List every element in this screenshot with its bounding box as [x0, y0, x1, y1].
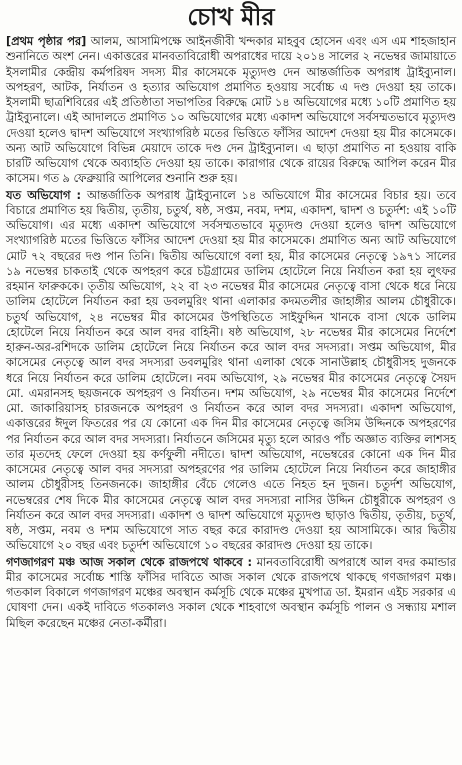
continuation-marker: [প্রথম পৃষ্ঠার পর] — [6, 35, 87, 48]
paragraph-text: আন্তর্জাতিক অপরাধ ট্রাইব্যুনালে ১৪ অভিযোগে মীর কাসেমের বিচার হয়। তবে বিচারে প্রমাণিত হয় দ্বিতীয়, তৃতীয়, চতুর্থ, ষষ্ঠ, সপ্তম, নবম, দশম, একাদশ, দ্বাদশ ও চতুর্দশ: এই ১০টি অভিযোগ। এর মধ্যে একাদশ অভিযোগে সর্বসম্মতভাবে মৃত্যুদণ্ড দেওয়া হলেও দ্বাদশ অভিযোগে সংখ্যাগরিষ্ঠ মতের ভিত্তিতে ফাঁসির আদেশ দেওয়া হয় মীর কাসেমকে। প্রমাণিত অন্য আট অভিযোগে মোট ৭২ বছরের দণ্ড পান তিনি। দ্বিতীয় অভিযোগে বলা হয়, মীর কাসেমের নেতৃত্বে ১৯৭১ সালের ১৯ নভেম্বর চাকতাই থেকে অপহরণ করে চট্টগ্রামের ডালিম হোটেলে নিয়ে নির্যাতন করা হয় লুৎফর রহমান ফারুককে। তৃতীয় অভিযোগ, ২২ বা ২৩ নভেম্বর মীর কাসেমের নেতৃত্বে বাসা থেকে ধরে নিয়ে ডালিম হোটেলে নির্যাতন করা হয় ডবলমুরিং থানা এলাকার কদমতলীর জাহাঙ্গীর আলম চৌধুরীকে। চতুর্থ অভিযোগ, ২৪ নভেম্বর মীর কাসেমের উপস্থিতিতে সাইফুদ্দিন খানকে বাসা থেকে ডালিম হোটেলে নিয়ে নির্যাতন করে আল বদর বাহিনী। ষষ্ঠ অভিযোগ, ২৮ নভেম্বর মীর কাসেমের নির্দেশে হারুন-অর-রশিদকে ডালিম হোটেলে নিয়ে নির্যাতন করে আল বদর সদস্যরা। সপ্তম অভিযোগ, মীর কাসেমের নেতৃত্বে আল বদর সদস্যরা ডবলমুরিং থানা এলাকা থেকে সানাউল্লাহ চৌধুরীসহ দুজনকে ধরে নিয়ে নির্যাতন করে ডালিম হোটেলে। নবম অভিযোগ, ২৯ নভেম্বর মীর কাসেমের নেতৃত্বে সৈয়দ মো. এমরানসহ ছয়জনকে অপহরণ ও নির্যাতন। দশম অভিযোগ, ২৯ নভেম্বর মীর কাসেমের নির্দেশে মো. জাকারিয়াসহ চারজনকে অপহরণ ও নির্যাতন করে আল বদর সদস্যরা। একাদশ অভিযোগ, একাত্তরের ঈদুল ফিতরের পর যে কোনো এক দিন মীর কাসেমের নেতৃত্বে জসিম উদ্দিনকে অপহরণের পর নির্যাতন করে আল বদর সদস্যরা। নির্যাতনে জসিমের মৃত্যু হলে আরও পাঁচ অজ্ঞাত ব্যক্তির লাশসহ তার মৃতদেহ ফেলে দেওয়া হয় কর্ণফুলী নদীতে। দ্বাদশ অভিযোগ, নভেম্বরের কোনো এক দিন মীর কাসেমের নেতৃত্বে আল বদর সদস্যরা অপহরণের পর ডালিম হোটেলে নিয়ে নির্যাতন করে জাহাঙ্গীর আলম চৌধুরীসহ তিনজনকে। জাহাঙ্গীর বেঁচে গেলেও এতে নিহত হন দুজন। চতুর্দশ অভিযোগ, নভেম্বরের শেষ দিকে মীর কাসেমের নেতৃত্বে আল বদর সদস্যরা নাসির উদ্দিন চৌধুরীকে অপহরণ ও নির্যাতন করে আল বদর সদস্যরা। একাদশ ও দ্বাদশ অভিযোগে মৃত্যুদণ্ড ছাড়াও দ্বিতীয়, তৃতীয়, চতুর্থ, ষষ্ঠ, সপ্তম, নবম ও দশম অভিযোগে সাত বছর করে কারাদণ্ড দেওয়া হয় আসামিকে। আর দ্বিতীয় অভিযোগে ২০ বছর এবং চতুর্দশ অভিযোগে ১০ বছরের কারাদণ্ড দেওয়া হয় তাকে। — [6, 188, 456, 553]
subheading-charges: যত অভিযোগ : — [6, 188, 82, 202]
paragraph-verdict-background — [6, 34, 456, 187]
subheading-gonojagoron: গণজাগরণ মঞ্চ আজ সকাল থেকে রাজপথে থাকবে : — [6, 555, 253, 569]
paragraph-charges — [6, 188, 456, 554]
paragraph-text: মানবতাবিরোধী অপরাধে আল বদর কমান্ডার মীর কাসেমের সর্বোচ্চ শাস্তি ফাঁসির দাবিতে আজ সকাল থেকে রাজপথে থাকছে গণজাগরণ মঞ্চ। গতকাল বিকালে গণজাগরণ মঞ্চের অবস্থান কর্মসূচি থেকে মঞ্চের মুখপাত্র ডা. ইমরান এইচ সরকার এ ঘোষণা দেন। একই দাবিতে গতকালও সকাল থেকে শাহবাগে অবস্থান কর্মসূচি পালন ও সন্ধ্যায় মশাল মিছিল করেছেন মঞ্চের নেতা-কর্মীরা। — [6, 555, 456, 630]
paragraph-text: আলম, আসামিপক্ষে আইনজীবী খন্দকার মাহবুব হোসেন এবং এস এম শাহজাহান শুনানিতে অংশ নেন। একাত্তরের মানবতাবিরোধী অপরাধের দায়ে ২০১৪ সালের ২ নভেম্বর জামায়াতে ইসলামীর কেন্দ্রীয় কর্মপরিষদ সদস্য মীর কাসেমকে মৃত্যুদণ্ড দেন আন্তর্জাতিক অপরাধ ট্রাইব্যুনাল। অপহরণ, আটক, নির্যাতন ও হত্যার অভিযোগ প্রমাণিত হওয়ায় সর্বোচ্চ এ দণ্ড দেওয়া হয় তাকে। ইসলামী ছাত্রশিবিরের এই প্রতিষ্ঠাতা সভাপতির বিরুদ্ধে মোট ১৪ অভিযোগের মধ্যে ১০টি প্রমাণিত হয় ট্রাইব্যুনালে। এই আদালতে প্রমাণিত ১০ অভিযোগের মধ্যে একাদশ অভিযোগে সর্বসম্মতভাবে মৃত্যুদণ্ড দেওয়া হলেও দ্বাদশ অভিযোগে সংখ্যাগরিষ্ঠ মতের ভিত্তিতে ফাঁসির আদেশ দেওয়া হয় মীর কাসেমকে। অন্য আট অভিযোগে বিভিন্ন মেয়াদে তাকে দণ্ড দেন ট্রাইব্যুনাল। এ ছাড়া প্রমাণিত না হওয়ায় বাকি চারটি অভিযোগ থেকে অব্যাহতি দেওয়া হয় তাকে। কারাগার থেকে রায়ের বিরুদ্ধে আপিল করেন মীর কাসেম। গত ৯ ফেব্রুয়ারি আপিলের শুনানি শুরু হয়। — [6, 35, 456, 186]
paragraph-gonojagoron — [6, 555, 456, 631]
page-title: চোখ মীর — [187, 3, 275, 31]
